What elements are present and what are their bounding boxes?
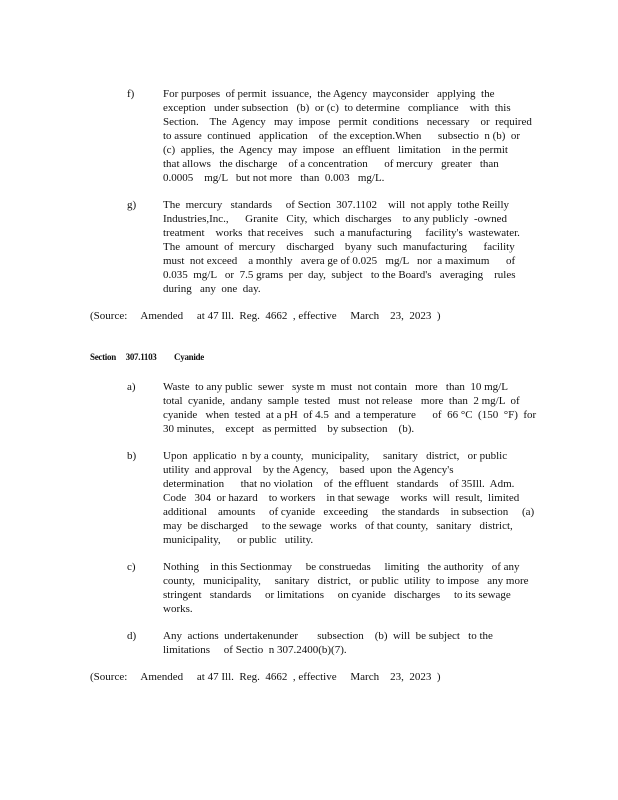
paragraph-label: d) bbox=[127, 630, 137, 642]
paragraph-label: c) bbox=[127, 561, 136, 573]
text-line: county, municipality, sanitary district, or public utility to impose any more bbox=[163, 575, 529, 587]
text-line: (c) applies, the Agency may impose an effluent limitation in the permit bbox=[163, 144, 508, 156]
text-line: The amount of mercury discharged byany such manufacturing facility bbox=[163, 241, 515, 253]
text-line: Nothing in this Sectionmay be construedas limiting the authority of any bbox=[163, 561, 520, 573]
text-line: Upon applicatio n by a county, municipality, sanitary district, or public bbox=[163, 450, 508, 462]
text-line: 30 minutes, except as permitted by subsection (b). bbox=[163, 423, 415, 435]
source-note: (Source: Amended at 47 Ill. Reg. 4662 , effective March 23, 2023 ) bbox=[90, 310, 441, 322]
text-line: during any one day. bbox=[163, 283, 261, 295]
text-line: Industries,Inc., Granite City, which discharges to any publicly -owned bbox=[163, 213, 507, 225]
text-line: cyanide when tested at a pH of 4.5 and a temperature of 66 °C (150 °F) for bbox=[163, 409, 537, 421]
text-line: limitations of Sectio n 307.2400(b)(7). bbox=[163, 644, 347, 656]
paragraph-label: a) bbox=[127, 381, 136, 393]
text-line: 0.0005 mg/L but not more than 0.003 mg/L. bbox=[163, 172, 385, 184]
text-line: 0.035 mg/L or 7.5 grams per day, subject to the Board's averaging rules bbox=[163, 269, 516, 281]
source-note: (Source: Amended at 47 Ill. Reg. 4662 , effective March 23, 2023 ) bbox=[90, 671, 441, 683]
paragraph-label: f) bbox=[127, 88, 135, 100]
text-line: stringent standards or limitations on cyanide discharges to its sewage bbox=[163, 589, 511, 601]
text-line: exception under subsection (b) or (c) to determine compliance with this bbox=[163, 102, 511, 114]
paragraph-label: g) bbox=[127, 199, 137, 211]
text-line: Section. The Agency may impose permit conditions necessary or required bbox=[163, 116, 532, 128]
paragraph-label: b) bbox=[127, 450, 137, 462]
text-line: total cyanide, andany sample tested must not release more than 2 mg/L of bbox=[163, 395, 520, 407]
text-line: treatment works that receives such a manufacturing facility's wastewater. bbox=[163, 227, 520, 239]
text-line: The mercury standards of Section 307.1102 will not apply tothe Reilly bbox=[163, 199, 510, 211]
text-line: Code 304 or hazard to workers in that sewage works will result, limited bbox=[163, 492, 520, 504]
text-line: municipality, or public utility. bbox=[163, 534, 314, 546]
text-line: additional amounts of cyanide exceeding the standards in subsection (a) bbox=[163, 506, 535, 518]
text-line: determination that no violation of the effluent standards of 35Ill. Adm. bbox=[163, 478, 515, 490]
text-line: For purposes of permit issuance, the Agency mayconsider applying the bbox=[163, 88, 495, 100]
text-line: Waste to any public sewer syste m must not contain more than 10 mg/L bbox=[163, 381, 508, 393]
text-line: works. bbox=[163, 603, 193, 615]
text-line: utility and approval by the Agency, based upon the Agency's bbox=[163, 464, 454, 476]
text-line: must not exceed a monthly avera ge of 0.025 mg/L nor a maximum of bbox=[163, 255, 516, 267]
text-line: may be discharged to the sewage works of that county, sanitary district, bbox=[163, 520, 513, 532]
text-line: to assure continued application of the exception.When subsectio n (b) or bbox=[163, 130, 521, 142]
section-heading: Section 307.1103 Cyanide bbox=[90, 352, 204, 362]
text-line: that allows the discharge of a concentration of mercury greater than bbox=[163, 158, 499, 170]
text-line: Any actions undertakenunder subsection (b) will be subject to the bbox=[163, 630, 493, 642]
